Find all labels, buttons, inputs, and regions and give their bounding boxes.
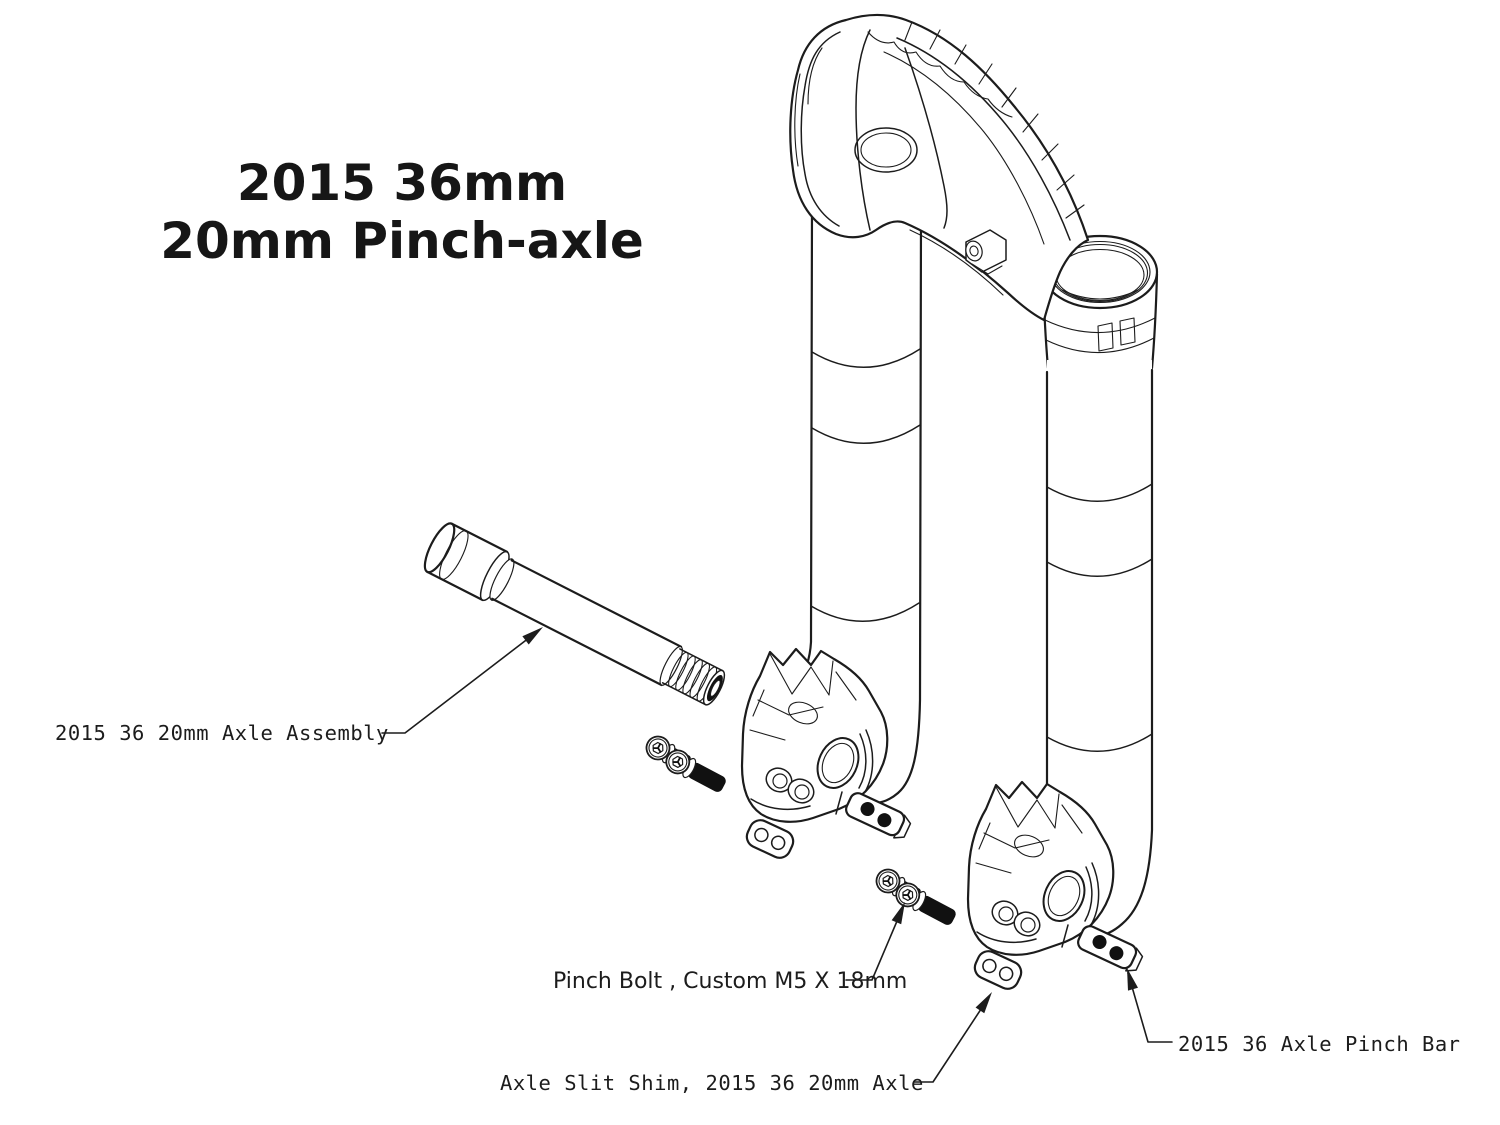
label-axle-slit-shim: Axle Slit Shim, 2015 36 20mm Axle: [500, 1071, 924, 1095]
leader-axle-assembly: [382, 631, 538, 733]
title-line-2: 20mm Pinch-axle: [160, 212, 644, 270]
left-tube-body: [810, 196, 922, 700]
pinch-bolt-pair-right: [871, 865, 960, 929]
diagram-title: [160, 154, 644, 270]
label-axle-assembly: 2015 36 20mm Axle Assembly: [55, 721, 389, 745]
arrowhead: [976, 989, 997, 1013]
arrowhead: [522, 623, 546, 645]
left-tube-edge: [797, 204, 812, 684]
pinch-bolt-hole: [795, 785, 809, 799]
title-line-1: 2015 36mm: [236, 154, 568, 212]
axle-shaft-body: [492, 560, 681, 685]
label-axle-pinch-bar: 2015 36 Axle Pinch Bar: [1178, 1032, 1461, 1056]
label-pinch-bolt: Pinch Bolt , Custom M5 X 18mm: [553, 969, 908, 994]
pinch-bolt-pair-left: [641, 732, 730, 796]
leader-axle-slit-shim: [915, 997, 989, 1082]
pinch-bolt-hole: [773, 774, 787, 788]
axle-slit-shim-left: [743, 817, 797, 862]
